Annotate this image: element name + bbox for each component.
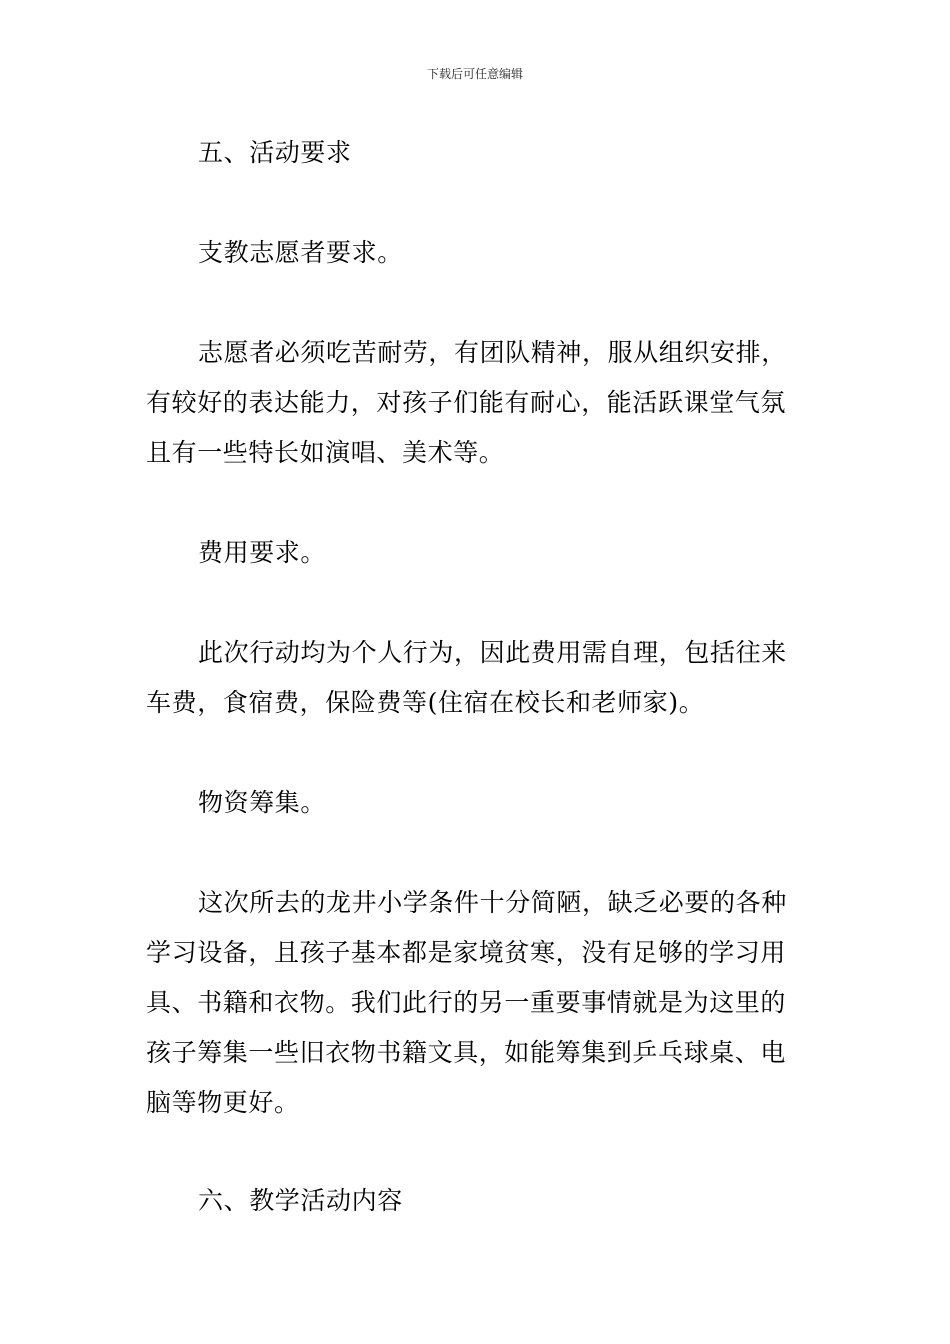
paragraph-spacer [146, 1128, 806, 1176]
section-heading-teaching-content: 六、教学活动内容 [198, 1186, 403, 1215]
subheading-cost-requirements: 费用要求。 [198, 538, 327, 567]
paragraph-spacer [146, 478, 806, 528]
paragraph-spacer [146, 728, 806, 778]
document-body [146, 128, 806, 1226]
paragraph-spacer [146, 578, 806, 628]
paragraph-material-collection: 这次所去的龙井小学条件十分简陋，缺乏必要的各种学习设备，且孩子基本都是家境贫寒，没有足够的学习用具、书籍和衣物。我们此行的另一重要事情就是为这里的孩子筹集一些旧衣物书籍文具，如能筹集到乒乓球桌、电脑等物更好。 [146, 888, 787, 1117]
page-header-note: 下载后可任意编辑 [426, 67, 523, 81]
paragraph-spacer [146, 828, 806, 878]
paragraph-volunteer-requirements: 志愿者必须吃苦耐劳，有团队精神，服从组织安排，有较好的表达能力，对孩子们能有耐心，能活跃课堂气氛且有一些特长如演唱、美术等。 [146, 338, 787, 467]
paragraph-cost-requirements: 此次行动均为个人行为，因此费用需自理，包括往来车费，食宿费，保险费等(住宿在校长和老师家)。 [146, 638, 787, 717]
section-heading-activity-requirements: 五、活动要求 [198, 138, 352, 167]
paragraph-spacer [146, 178, 806, 228]
subheading-material-collection: 物资筹集。 [198, 788, 327, 817]
paragraph-spacer [146, 278, 806, 328]
subheading-volunteer-requirements: 支教志愿者要求。 [198, 238, 403, 267]
